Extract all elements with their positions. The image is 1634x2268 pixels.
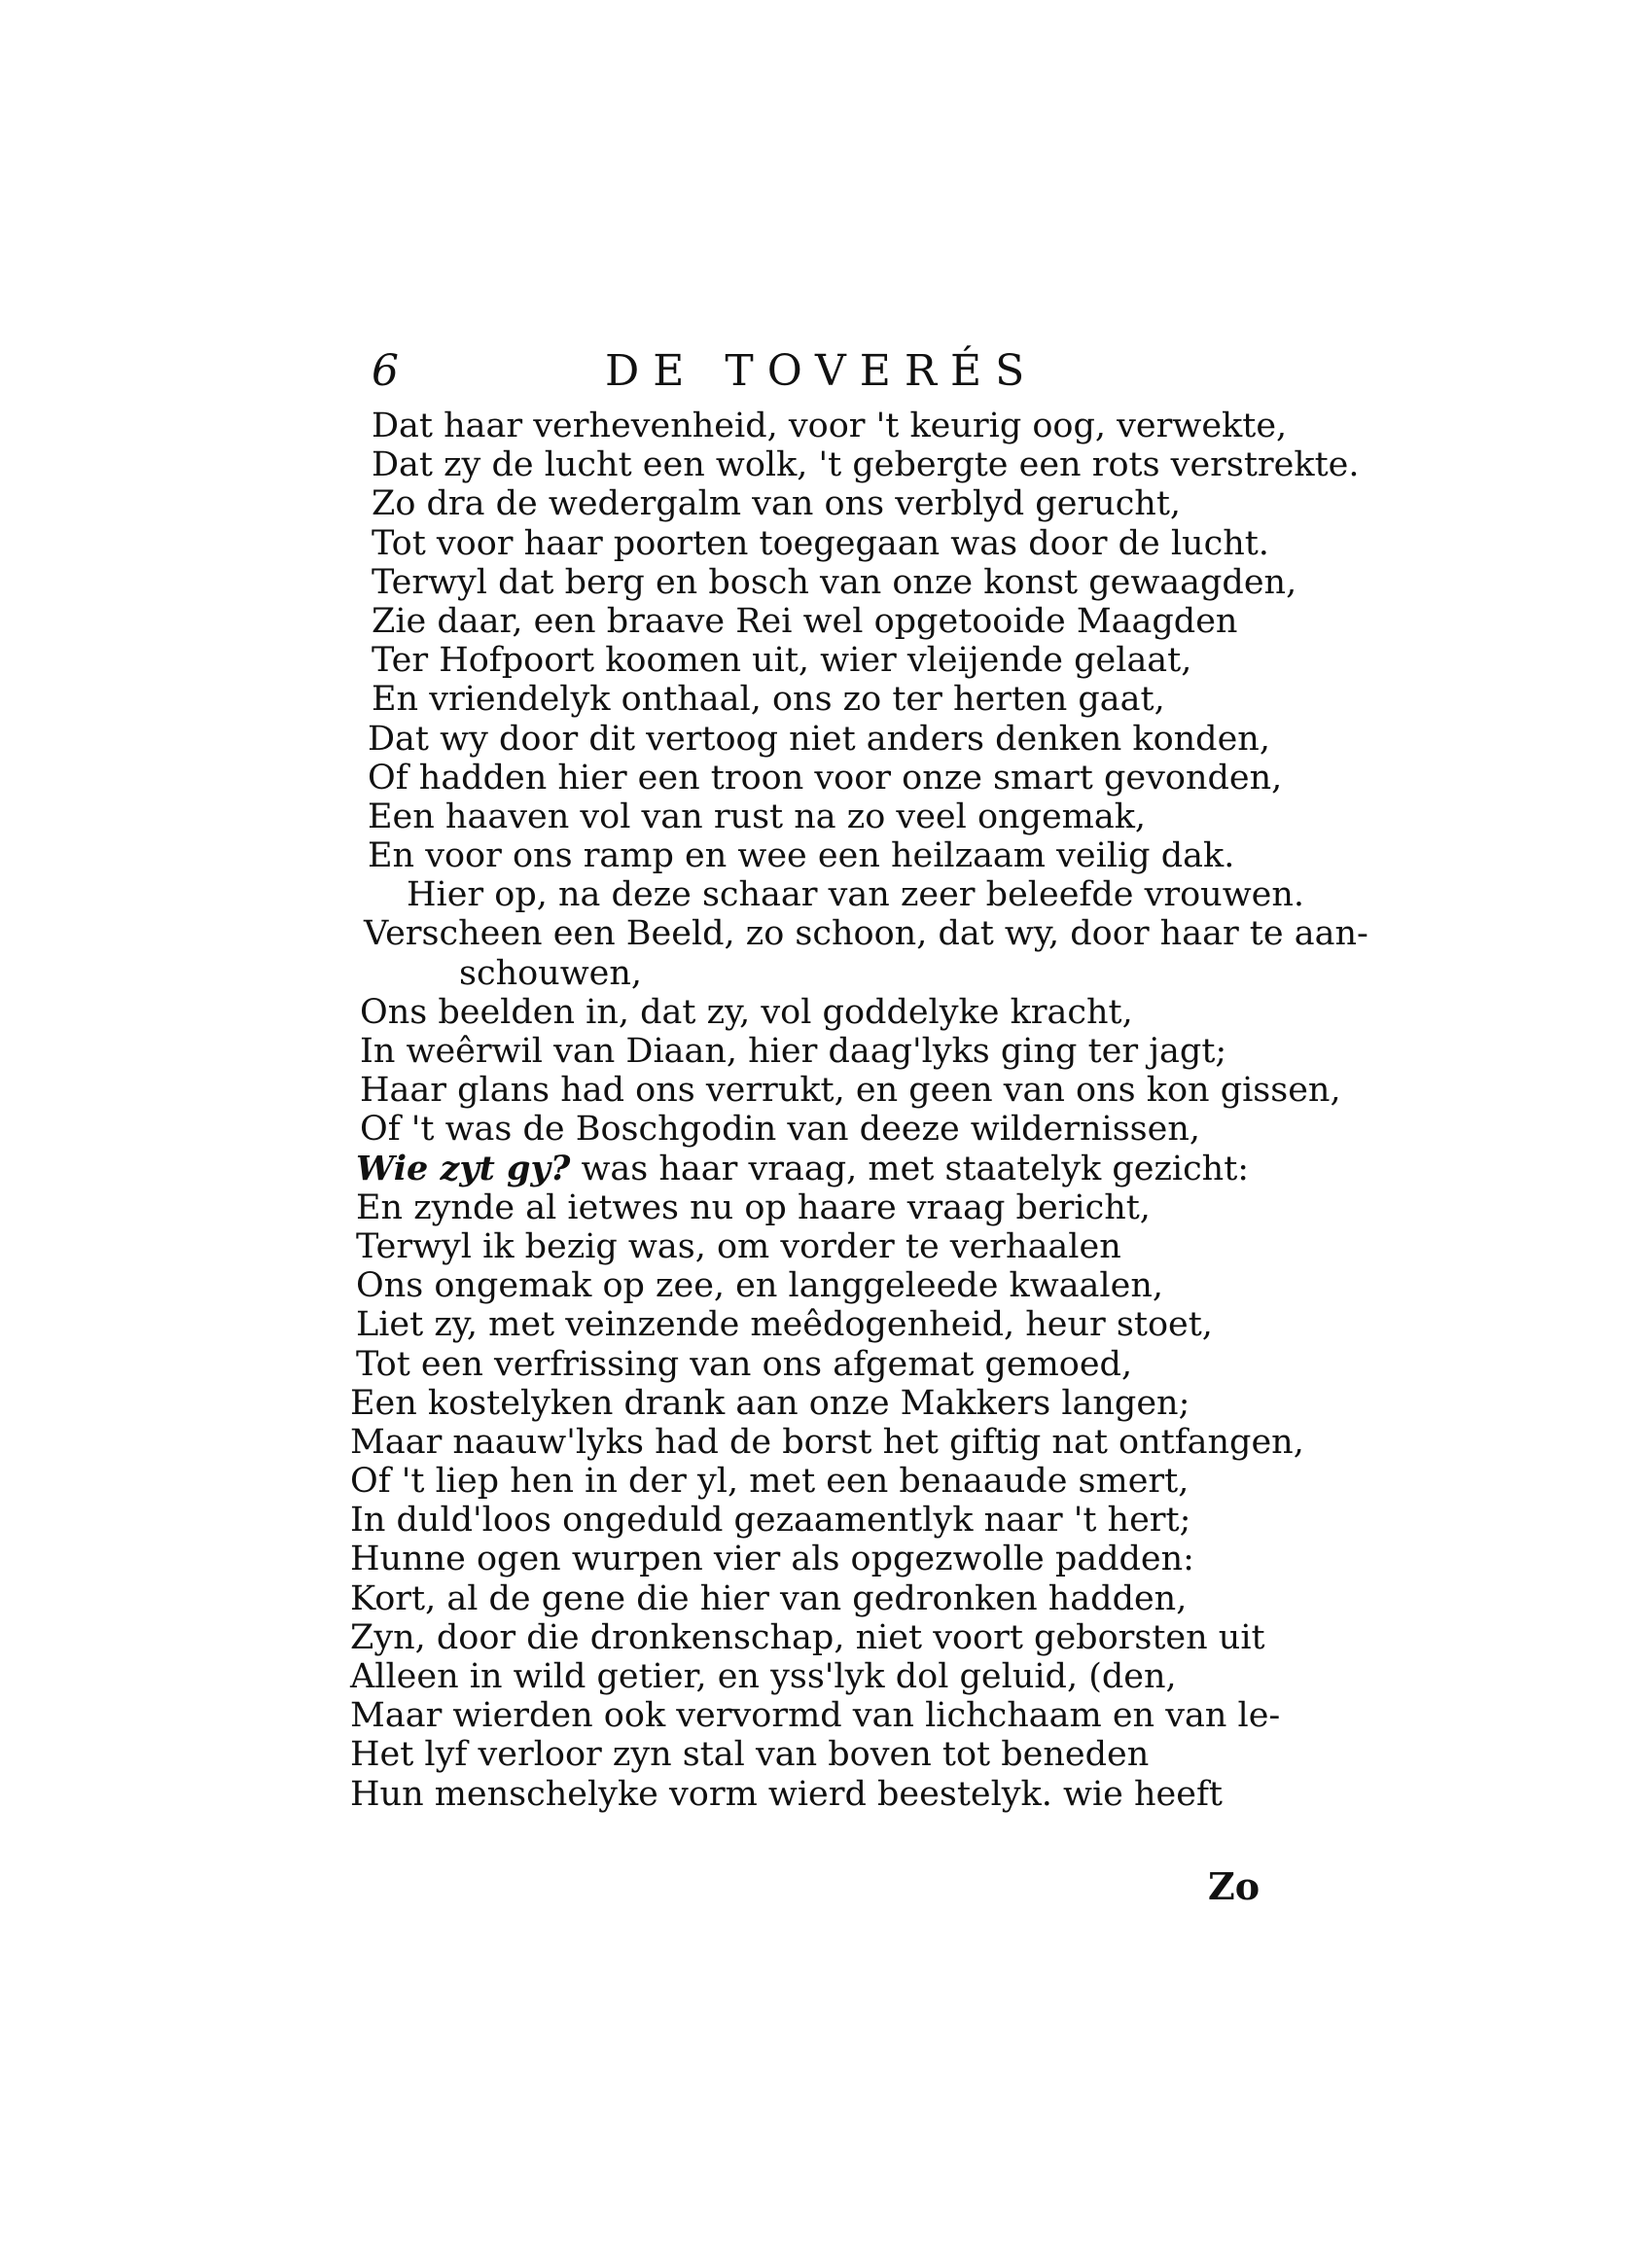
verse-line-text: Een haaven vol van rust na zo veel ongemak,: [368, 797, 1147, 836]
verse-line: [350, 1384, 1284, 1423]
verse-line-text: Kort, al de gene die hier van gedronken hadden,: [350, 1578, 1188, 1618]
verse-line-text: In weêrwil van Diaan, hier daag'lyks ging ter jagt;: [360, 1032, 1227, 1071]
verse-line: [350, 1071, 1341, 1111]
page-header: [372, 342, 1111, 401]
verse-line: [350, 1188, 1284, 1227]
verse-line: [350, 1422, 1304, 1462]
verse-line: [350, 836, 1284, 875]
verse-line: [350, 407, 1288, 445]
verse-line-text: En zynde al ietwes nu op haare vraag bericht,: [356, 1187, 1151, 1227]
verse-line: [350, 1227, 1284, 1266]
verse-line-text: Terwyl ik bezig was, om vorder te verhaalen: [356, 1226, 1121, 1266]
verse-line-text: Zo dra de wedergalm van ons verblyd gerucht,: [372, 484, 1182, 524]
verse-line: [350, 954, 1284, 993]
verse-line: [350, 1501, 1284, 1540]
verse-line-text: Maar naauw'lyks had de borst het giftig nat ontfangen,: [350, 1422, 1304, 1462]
verse-line-text: Zyn, door die dronkenschap, niet voort geborsten uit: [350, 1617, 1265, 1657]
verse-text: [350, 407, 1368, 1814]
verse-line: [350, 1305, 1284, 1344]
verse-line-text: En voor ons ramp en wee een heilzaam veilig dak.: [368, 836, 1235, 876]
verse-line-text: En vriendelyk onthaal, ons zo ter herten gaat,: [372, 680, 1165, 720]
verse-line-text: Hun menschelyke vorm wierd beestelyk. wie heeft: [350, 1774, 1223, 1814]
verse-line-text: Tot een verfrissing van ons afgemat gemoed,: [356, 1344, 1133, 1384]
verse-line-text: Alleen in wild getier, en yss'lyk dol geluid, (den,: [350, 1657, 1177, 1696]
verse-line: [350, 720, 1284, 759]
verse-line-text: was haar vraag, met staatelyk gezicht:: [570, 1149, 1250, 1188]
verse-line-text: Liet zy, met veinzende meêdogenheid, heur stoet,: [356, 1305, 1213, 1345]
verse-line: [350, 1110, 1284, 1149]
verse-line: [350, 1462, 1284, 1501]
verse-line: [350, 1579, 1284, 1618]
verse-line-text: Dat haar verhevenheid, voor 't keurig oog, verwekte,: [372, 407, 1288, 445]
page-number: 6: [372, 346, 399, 396]
verse-line: [350, 484, 1284, 523]
verse-line: [350, 641, 1284, 680]
verse-line: [350, 797, 1284, 836]
verse-line: [350, 914, 1368, 954]
verse-line-text: Hier op, na deze schaar van zeer beleefde vrouwen.: [407, 875, 1305, 915]
verse-line: [350, 993, 1284, 1032]
verse-line: [350, 875, 1305, 915]
verse-line: [350, 1540, 1284, 1578]
verse-line: [350, 524, 1284, 563]
verse-line: [350, 1032, 1284, 1071]
verse-line-text: Maar wierden ook vervormd van lichchaam en van le-: [350, 1696, 1281, 1736]
verse-line-text: Hunne ogen wurpen vier als opgezwolle padden:: [350, 1540, 1194, 1579]
verse-line-text: Dat wy door dit vertoog niet anders denken konden,: [368, 719, 1270, 759]
verse-line: [350, 1266, 1284, 1305]
verse-line: [350, 445, 1360, 485]
verse-line-text: Of 't liep hen in der yl, met een benaaude smert,: [350, 1462, 1190, 1502]
verse-line: [350, 562, 1297, 602]
verse-line: [350, 1618, 1284, 1657]
verse-line-text: Verscheen een Beeld, zo schoon, dat wy, door haar te aan-: [364, 914, 1368, 954]
verse-line: [350, 1735, 1284, 1774]
verse-line-text: Of 't was de Boschgodin van deeze wildernissen,: [360, 1110, 1201, 1150]
verse-line-emphasis: Wie zyt gy?: [356, 1148, 571, 1188]
verse-line-text: Ons beelden in, dat zy, vol goddelyke kracht,: [360, 992, 1133, 1032]
verse-line-text: In duld'loos ongeduld gezaamentlyk naar 't hert;: [350, 1501, 1191, 1541]
verse-line-text: Terwyl dat berg en bosch van onze konst gewaagden,: [372, 562, 1297, 602]
verse-line-text: Het lyf verloor zyn stal van boven tot beneden: [350, 1735, 1150, 1775]
verse-line: [350, 1150, 1284, 1188]
verse-line-text: Tot voor haar poorten toegegaan was door de lucht.: [372, 523, 1269, 563]
verse-line-text: Of hadden hier een troon voor onze smart gevonden,: [368, 758, 1283, 797]
verse-line: [350, 759, 1284, 797]
verse-line-text: Een kostelyken drank aan onze Makkers langen;: [350, 1383, 1190, 1423]
verse-line: [350, 1696, 1284, 1735]
verse-line-text: schouwen,: [459, 953, 643, 993]
verse-line: [350, 1345, 1284, 1384]
verse-line-text: Zie daar, een braave Rei wel opgetooide Maagden: [372, 601, 1238, 641]
verse-line-text: Ter Hofpoort koomen uit, wier vleijende gelaat,: [372, 641, 1192, 681]
verse-line: [350, 680, 1284, 719]
verse-line-text: Ons ongemak op zee, en langgeleede kwaalen,: [356, 1266, 1164, 1306]
verse-line-text: Dat zy de lucht een wolk, 't gebergte een rots verstrekte.: [372, 445, 1360, 485]
catchword: Zo: [1208, 1864, 1261, 1908]
verse-line: [350, 602, 1284, 641]
running-title: DE TOVERÉS: [605, 346, 1039, 396]
verse-line-text: Haar glans had ons verrukt, en geen van ons kon gissen,: [360, 1071, 1341, 1111]
verse-line: [350, 1657, 1284, 1696]
verse-line: [350, 1775, 1284, 1814]
